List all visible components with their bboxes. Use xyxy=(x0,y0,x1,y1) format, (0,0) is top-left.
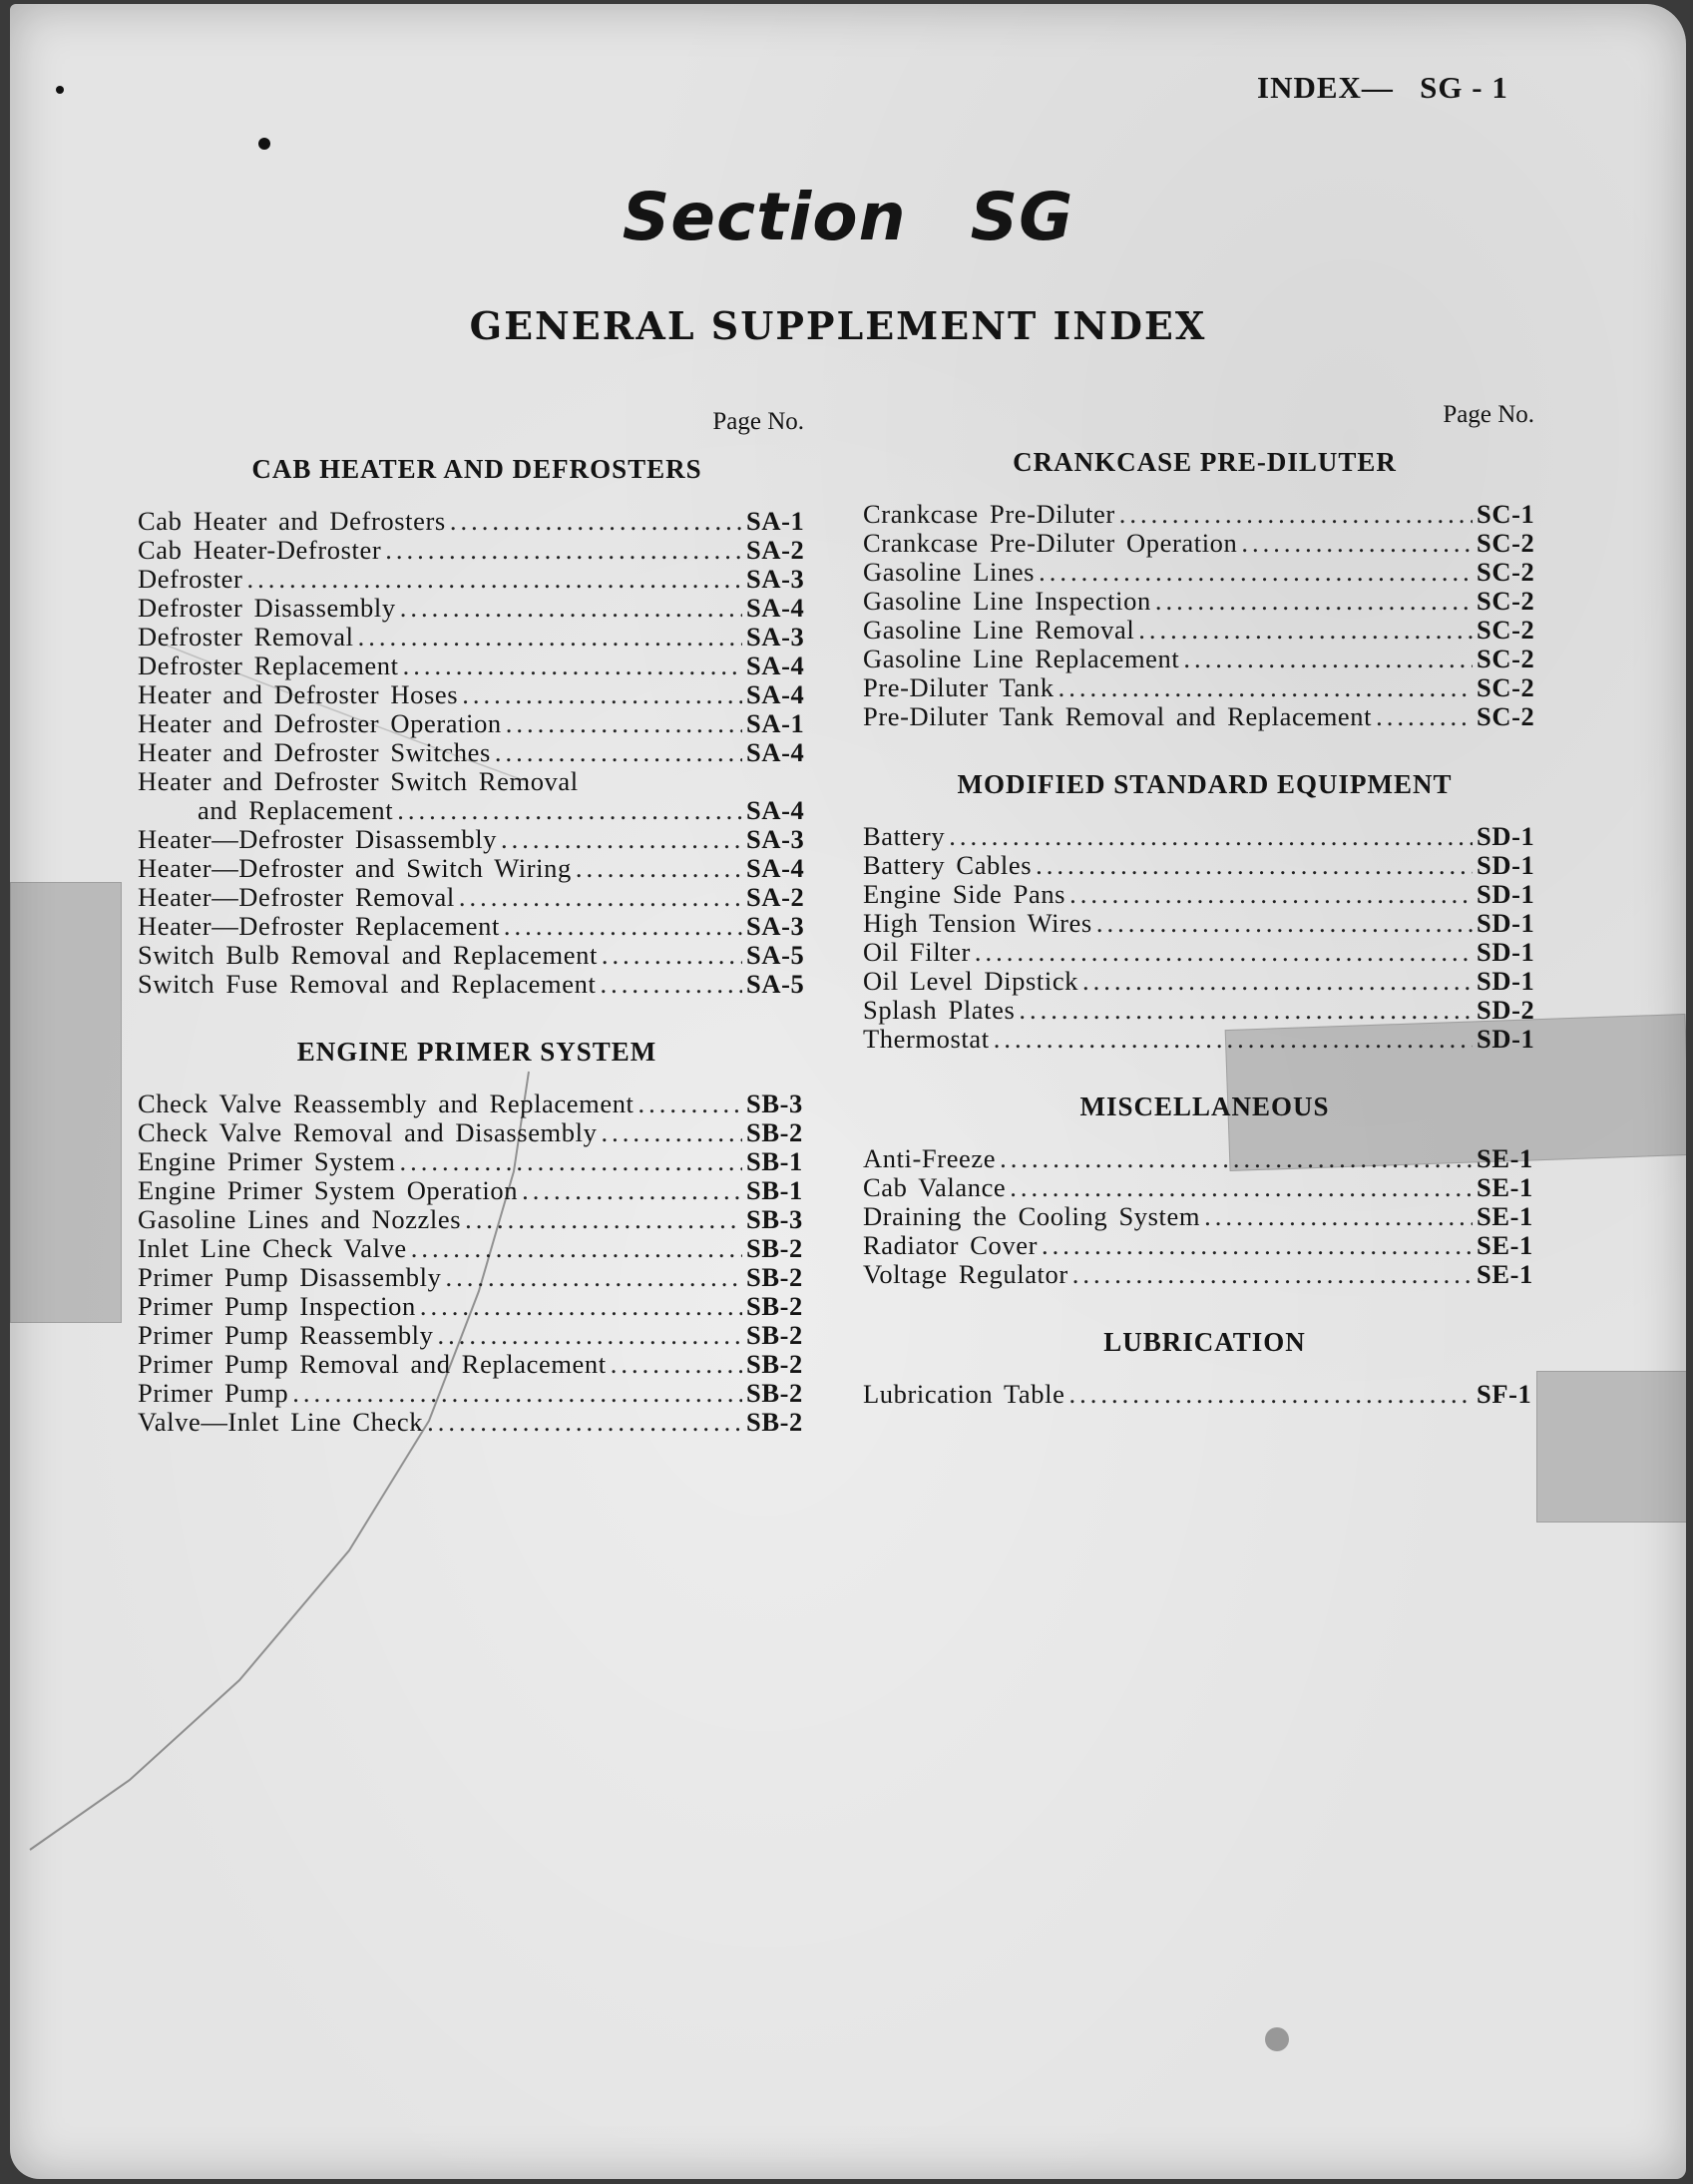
entry-page: SB-3 xyxy=(746,1089,803,1118)
dot-leader xyxy=(611,1350,742,1379)
entry-name: Defroster Removal xyxy=(138,622,354,652)
entry-page: SA-5 xyxy=(746,969,805,999)
entry-page: SD-1 xyxy=(1477,908,1535,938)
page-reference xyxy=(1257,70,1508,106)
dot-leader xyxy=(522,1176,742,1205)
entry-name: High Tension Wires xyxy=(863,908,1092,938)
document-title: GENERAL SUPPLEMENT INDEX xyxy=(469,303,1207,348)
index-entry xyxy=(863,822,1546,851)
entry-name: Voltage Regulator xyxy=(863,1259,1068,1289)
entry-name: Gasoline Lines and Nozzles xyxy=(138,1204,462,1234)
entry-page: SC-2 xyxy=(1477,672,1535,702)
index-entry xyxy=(138,1379,816,1408)
dot-leader xyxy=(459,883,742,912)
entry-page: SA-4 xyxy=(746,737,805,767)
dot-leader xyxy=(949,822,1473,851)
entry-name: Inlet Line Check Valve xyxy=(138,1233,407,1263)
page-reference-number: SG - 1 xyxy=(1420,70,1508,105)
dot-leader xyxy=(427,1408,742,1437)
dot-leader xyxy=(411,1234,742,1263)
entry-page: SA-1 xyxy=(746,708,805,738)
index-entry xyxy=(863,938,1546,967)
tape-left xyxy=(10,882,122,1323)
dot-leader xyxy=(1069,880,1473,909)
entry-page: SB-2 xyxy=(746,1233,803,1263)
group-title: MODIFIED STANDARD EQUIPMENT xyxy=(957,769,1453,799)
entry-page: SE-1 xyxy=(1477,1172,1533,1202)
page-no-header: Page No. xyxy=(1443,401,1534,428)
entry-page: SB-2 xyxy=(746,1291,803,1321)
right-column xyxy=(863,401,1546,1447)
index-entry xyxy=(138,1090,816,1118)
entry-name: Heater and Defroster Switches xyxy=(138,737,491,767)
index-entry xyxy=(138,767,816,796)
entry-page: SB-2 xyxy=(746,1378,803,1408)
entry-page: SF-1 xyxy=(1477,1379,1532,1409)
entry-page: SE-1 xyxy=(1477,1201,1533,1231)
entry-page: SB-2 xyxy=(746,1262,803,1292)
index-entry xyxy=(138,1263,816,1292)
dot-leader xyxy=(1068,1380,1473,1409)
entry-name: Cab Heater-Defroster xyxy=(138,535,382,565)
index-entry xyxy=(138,941,816,970)
entry-page: SB-2 xyxy=(746,1407,803,1437)
entry-page: SB-3 xyxy=(746,1204,803,1234)
index-entry xyxy=(863,616,1546,645)
entry-name: Pre-Diluter Tank Removal and Replacement xyxy=(863,701,1373,731)
entry-name: Heater—Defroster Replacement xyxy=(138,911,500,941)
entry-page: SD-1 xyxy=(1477,1024,1535,1054)
index-entry xyxy=(863,967,1546,996)
entry-name: Cab Heater and Defrosters xyxy=(138,506,446,536)
section-title: Section SG xyxy=(622,179,1074,255)
entry-name: Crankcase Pre-Diluter Operation xyxy=(863,528,1238,558)
entry-name: Oil Filter xyxy=(863,937,971,967)
index-entry xyxy=(138,854,816,883)
index-entry xyxy=(863,529,1546,558)
index-entry xyxy=(138,1350,816,1379)
entry-page: SB-1 xyxy=(746,1146,803,1176)
entry-name: Check Valve Reassembly and Replacement xyxy=(138,1089,635,1118)
group-title: CRANKCASE PRE-DILUTER xyxy=(1013,447,1397,477)
entry-name: Anti-Freeze xyxy=(863,1143,997,1173)
index-entry xyxy=(138,1176,816,1205)
index-group xyxy=(863,1092,1546,1289)
dot-leader xyxy=(975,938,1473,967)
entry-name: Valve—Inlet Line Check xyxy=(138,1407,424,1437)
dot-leader xyxy=(1072,1260,1473,1289)
left-index-groups xyxy=(138,454,816,1437)
dot-leader xyxy=(465,1205,742,1234)
index-group xyxy=(138,1037,816,1437)
dot-leader xyxy=(1155,587,1473,616)
index-entry xyxy=(138,536,816,565)
index-entry xyxy=(863,702,1546,731)
entry-name: Heater and Defroster Hoses xyxy=(138,679,459,709)
entry-page: SC-2 xyxy=(1477,644,1535,673)
entry-page: SA-4 xyxy=(746,593,805,623)
entry-name: Primer Pump Reassembly xyxy=(138,1320,434,1350)
dot-leader xyxy=(292,1379,742,1408)
index-group xyxy=(138,454,816,999)
dot-leader xyxy=(1039,558,1473,587)
dot-leader xyxy=(600,970,742,999)
entry-page: SE-1 xyxy=(1477,1143,1533,1173)
entry-name: Pre-Diluter Tank xyxy=(863,672,1055,702)
group-title: ENGINE PRIMER SYSTEM xyxy=(296,1037,657,1067)
dot-leader xyxy=(1119,500,1473,529)
entry-name: Oil Level Dipstick xyxy=(863,966,1079,996)
entry-page: SA-3 xyxy=(746,564,805,594)
entry-name: Primer Pump Inspection xyxy=(138,1291,416,1321)
dot-leader xyxy=(495,738,742,767)
dot-leader xyxy=(246,565,742,594)
index-entry xyxy=(138,1408,816,1437)
entry-name: Heater—Defroster Disassembly xyxy=(138,824,498,854)
entry-page: SA-3 xyxy=(746,911,805,941)
index-entry xyxy=(138,970,816,999)
entry-page: SA-4 xyxy=(746,651,805,680)
dot-leader xyxy=(601,1118,742,1147)
entry-page: SE-1 xyxy=(1477,1230,1533,1260)
index-entry xyxy=(863,1380,1546,1409)
index-entry xyxy=(863,851,1546,880)
dot-leader xyxy=(397,796,742,825)
dot-leader xyxy=(1096,909,1473,938)
entry-name: Thermostat xyxy=(863,1024,990,1054)
index-entry xyxy=(863,1260,1546,1289)
entry-page: SA-3 xyxy=(746,622,805,652)
entry-page: SC-2 xyxy=(1477,528,1535,558)
entry-name: Splash Plates xyxy=(863,995,1016,1025)
dot-leader xyxy=(462,680,742,709)
index-entry xyxy=(863,1173,1546,1202)
dot-leader xyxy=(1000,1144,1473,1173)
entry-name: Gasoline Line Removal xyxy=(863,615,1135,645)
index-entry xyxy=(863,558,1546,587)
entry-page: SD-2 xyxy=(1477,995,1535,1025)
entry-name: Engine Primer System xyxy=(138,1146,396,1176)
entry-page: SA-4 xyxy=(746,853,805,883)
entry-page: SA-5 xyxy=(746,940,805,970)
entry-name: Primer Pump Removal and Replacement xyxy=(138,1349,607,1379)
index-entry xyxy=(138,1321,816,1350)
entry-name: Gasoline Line Replacement xyxy=(863,644,1180,673)
entry-name: Heater and Defroster Operation xyxy=(138,708,502,738)
dot-leader xyxy=(1138,616,1473,645)
index-entry xyxy=(863,500,1546,529)
group-title: LUBRICATION xyxy=(1103,1327,1306,1357)
entry-page: SB-2 xyxy=(746,1117,803,1147)
index-entry xyxy=(138,883,816,912)
dot-leader xyxy=(1183,645,1473,673)
dot-leader xyxy=(1204,1202,1473,1231)
entry-name: Heater—Defroster Removal xyxy=(138,882,455,912)
entry-name: Primer Pump xyxy=(138,1378,289,1408)
entry-page: SA-2 xyxy=(746,535,805,565)
dot-leader xyxy=(420,1292,742,1321)
dot-leader xyxy=(399,1147,742,1176)
index-entry xyxy=(138,1234,816,1263)
index-entry xyxy=(863,1202,1546,1231)
entry-page: SC-2 xyxy=(1477,615,1535,645)
right-index-groups xyxy=(863,447,1546,1409)
dot-leader xyxy=(358,623,742,652)
index-entry xyxy=(138,1147,816,1176)
index-entry xyxy=(138,1205,816,1234)
left-column xyxy=(138,408,816,1475)
page-reference-label: INDEX— xyxy=(1257,70,1394,105)
dot-leader xyxy=(1010,1173,1473,1202)
index-entry xyxy=(138,565,816,594)
entry-name: and Replacement xyxy=(198,795,394,825)
entry-page: SC-1 xyxy=(1477,499,1535,529)
index-entry xyxy=(138,652,816,680)
entry-page: SC-2 xyxy=(1477,701,1535,731)
dot-leader xyxy=(385,536,742,565)
entry-name: Radiator Cover xyxy=(863,1230,1039,1260)
index-entry xyxy=(138,1118,816,1147)
document-page xyxy=(10,4,1686,2179)
index-entry xyxy=(863,880,1546,909)
index-entry xyxy=(138,1292,816,1321)
entry-page: SC-2 xyxy=(1477,586,1535,616)
entry-name: Defroster xyxy=(138,564,243,594)
entry-name: Primer Pump Disassembly xyxy=(138,1262,442,1292)
entry-page: SA-2 xyxy=(746,882,805,912)
group-title: CAB HEATER AND DEFROSTERS xyxy=(251,454,702,484)
entry-name: Heater—Defroster and Switch Wiring xyxy=(138,853,572,883)
group-title: MISCELLANEOUS xyxy=(1079,1092,1330,1121)
entry-page: SD-1 xyxy=(1477,966,1535,996)
dot-leader xyxy=(1082,967,1473,996)
dot-leader xyxy=(1241,529,1473,558)
index-entry xyxy=(138,709,816,738)
entry-name: Switch Bulb Removal and Replacement xyxy=(138,940,598,970)
entry-name: Crankcase Pre-Diluter xyxy=(863,499,1115,529)
entry-page: SB-2 xyxy=(746,1320,803,1350)
entry-name: Engine Side Pans xyxy=(863,879,1066,909)
dot-leader xyxy=(506,709,742,738)
index-entry xyxy=(863,645,1546,673)
entry-page: SA-1 xyxy=(746,506,805,536)
index-entry xyxy=(863,909,1546,938)
dot-leader xyxy=(1036,851,1473,880)
index-entry xyxy=(863,587,1546,616)
entry-page: SA-4 xyxy=(746,795,805,825)
index-entry xyxy=(138,796,816,825)
entry-page: SD-1 xyxy=(1477,879,1535,909)
dot-leader xyxy=(445,1263,742,1292)
index-entry xyxy=(863,996,1546,1025)
index-entry xyxy=(138,738,816,767)
index-entry xyxy=(863,1144,1546,1173)
dot-leader xyxy=(1019,996,1473,1025)
tape-right-lower xyxy=(1536,1371,1686,1523)
dot-leader xyxy=(602,941,742,970)
dot-leader xyxy=(1376,702,1473,731)
entry-name: Defroster Disassembly xyxy=(138,593,396,623)
entry-page: SA-3 xyxy=(746,824,805,854)
index-entry xyxy=(863,673,1546,702)
entry-page: SE-1 xyxy=(1477,1259,1533,1289)
index-group xyxy=(863,447,1546,731)
dot-leader xyxy=(1042,1231,1473,1260)
index-entry xyxy=(138,507,816,536)
dot-leader xyxy=(501,825,742,854)
index-group xyxy=(863,769,1546,1054)
dot-leader xyxy=(400,594,742,623)
index-entry xyxy=(138,594,816,623)
entry-page: SA-4 xyxy=(746,679,805,709)
dot-leader xyxy=(1058,673,1473,702)
entry-name: Defroster Replacement xyxy=(138,651,399,680)
index-entry xyxy=(863,1025,1546,1054)
entry-page: SD-1 xyxy=(1477,821,1535,851)
dot-leader xyxy=(576,854,742,883)
entry-page: SC-2 xyxy=(1477,557,1535,587)
index-entry xyxy=(138,825,816,854)
index-entry xyxy=(138,912,816,941)
dot-leader xyxy=(403,652,742,680)
entry-name: Battery xyxy=(863,821,946,851)
entry-page: SD-1 xyxy=(1477,850,1535,880)
entry-name: Cab Valance xyxy=(863,1172,1007,1202)
entry-name: Engine Primer System Operation xyxy=(138,1175,519,1205)
entry-name: Check Valve Removal and Disassembly xyxy=(138,1117,598,1147)
entry-page: SB-2 xyxy=(746,1349,803,1379)
entry-page: SD-1 xyxy=(1477,937,1535,967)
entry-name: Draining the Cooling System xyxy=(863,1201,1201,1231)
page-no-header: Page No. xyxy=(712,408,804,435)
dot-leader xyxy=(638,1090,742,1118)
dot-leader xyxy=(504,912,742,941)
entry-name: Gasoline Line Inspection xyxy=(863,586,1151,616)
index-entry xyxy=(138,680,816,709)
index-group xyxy=(863,1327,1546,1409)
entry-name: Gasoline Lines xyxy=(863,557,1036,587)
dot-leader xyxy=(450,507,742,536)
dot-leader xyxy=(438,1321,743,1350)
index-entry xyxy=(863,1231,1546,1260)
entry-name: Heater and Defroster Switch Removal xyxy=(138,766,579,796)
entry-name: Lubrication Table xyxy=(863,1379,1065,1409)
entry-name: Battery Cables xyxy=(863,850,1033,880)
entry-page: SB-1 xyxy=(746,1175,803,1205)
dot-leader xyxy=(994,1025,1473,1054)
entry-name: Switch Fuse Removal and Replacement xyxy=(138,969,597,999)
index-entry xyxy=(138,623,816,652)
